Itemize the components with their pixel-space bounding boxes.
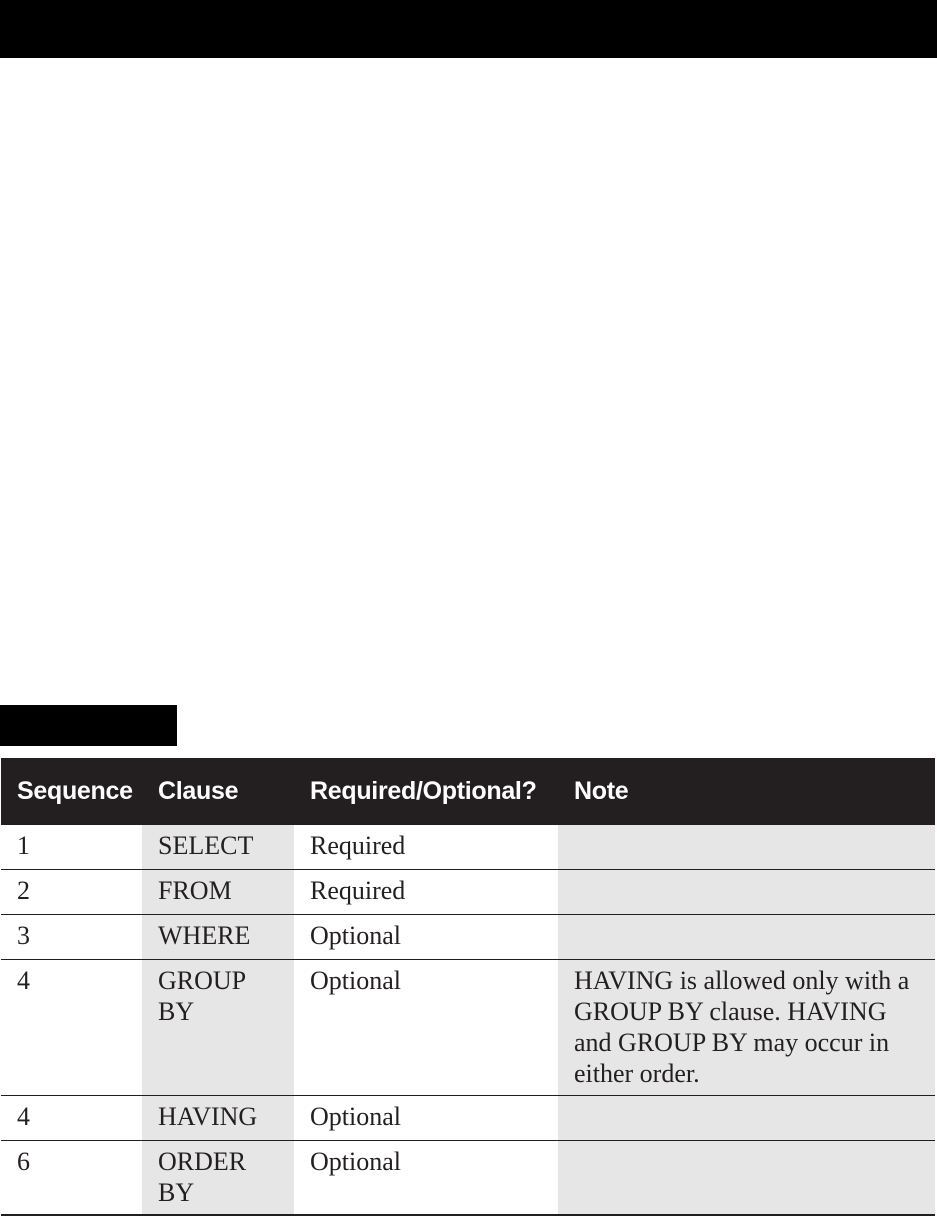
clause-cell: WHERE (142, 915, 294, 960)
top-black-bar (0, 0, 937, 58)
table-row (1, 1096, 935, 1141)
required-cell: Optional (294, 960, 558, 1096)
table-row (1, 1141, 935, 1216)
sequence-cell: 4 (1, 1096, 142, 1141)
sequence-cell: 6 (1, 1141, 142, 1216)
sequence-cell: 4 (1, 960, 142, 1096)
required-cell: Required (294, 825, 558, 870)
table-row (1, 915, 935, 960)
clause-cell: SELECT (142, 825, 294, 870)
header-clause: Clause (142, 758, 294, 825)
required-cell: Optional (294, 915, 558, 960)
table-row (1, 960, 935, 1096)
required-cell: Required (294, 870, 558, 915)
table-caption-block (0, 705, 177, 746)
clause-cell: FROM (142, 870, 294, 915)
note-cell (558, 825, 935, 870)
clause-cell: GROUP BY (142, 960, 294, 1096)
required-cell: Optional (294, 1096, 558, 1141)
note-cell (558, 1141, 935, 1216)
sequence-cell: 2 (1, 870, 142, 915)
table-row (1, 870, 935, 915)
header-sequence: Sequence (1, 758, 142, 825)
sequence-cell: 3 (1, 915, 142, 960)
required-cell: Optional (294, 1141, 558, 1216)
header-required-optional: Required/Optional? (294, 758, 558, 825)
note-cell (558, 1096, 935, 1141)
sql-clause-table (1, 758, 935, 1216)
sequence-cell: 1 (1, 825, 142, 870)
clause-cell: ORDER BY (142, 1141, 294, 1216)
header-note: Note (558, 758, 935, 825)
note-cell (558, 870, 935, 915)
table-header-row (1, 758, 935, 825)
note-cell (558, 915, 935, 960)
table-row (1, 825, 935, 870)
clause-cell: HAVING (142, 1096, 294, 1141)
note-cell: HAVING is allowed only with a GROUP BY clause. HAVING and GROUP BY may occur in either order. (558, 960, 935, 1096)
